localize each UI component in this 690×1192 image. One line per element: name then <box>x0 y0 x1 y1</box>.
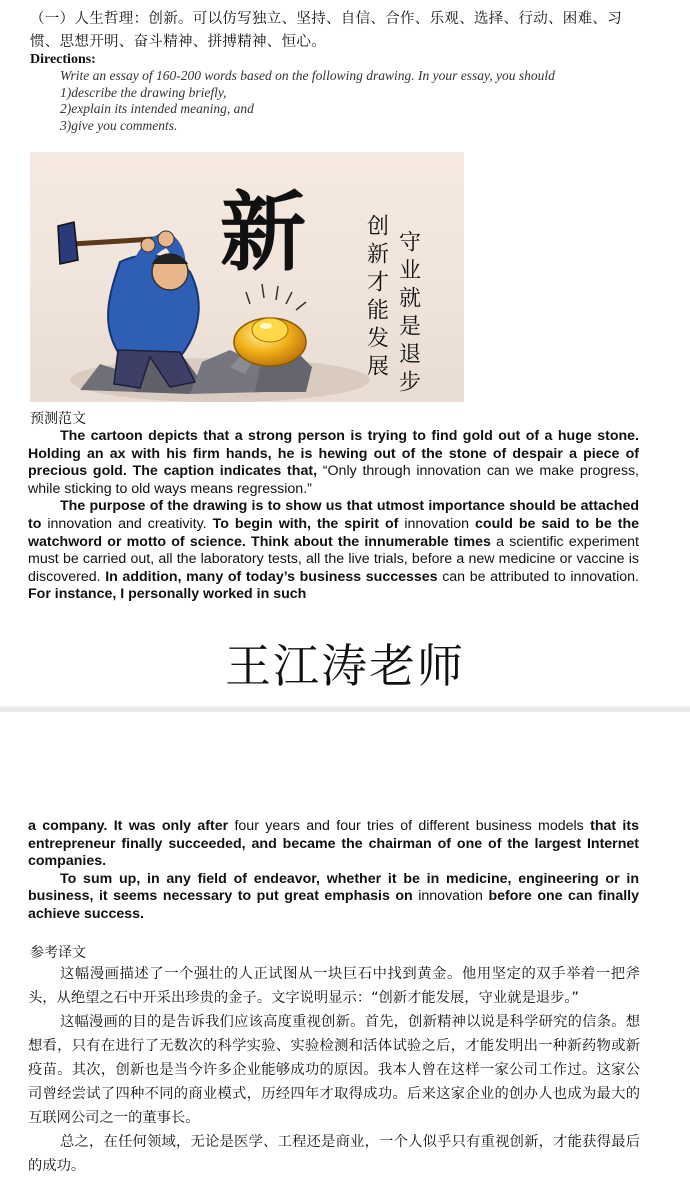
topic-heading: （一）人生哲理：创新。可以仿写独立、坚持、自信、合作、乐观、选择、行动、困难、习惯、思想开明、奋斗精神、拼搏精神、恒心。 <box>30 11 622 50</box>
essay-bold-run: To sum up, in any field of endeavor, whether it be in medicine, engineering or in business, it seems necessary to put great emphasis on <box>28 870 639 905</box>
directions-line: Write an essay of 160-200 words based on the following drawing. In your essay, you should <box>60 68 555 83</box>
translation-label: 参考译文 <box>30 945 86 961</box>
essay-text-run: “Only through innovation can we make progress, while sticking to old ways means regression.” <box>28 463 639 497</box>
essay-text-run: innovation and creativity. <box>47 515 213 532</box>
sample-essay-label: 预测范文 <box>30 411 86 427</box>
essay-bold-run: The purpose of the drawing is to show us that utmost importance should be attached to <box>28 498 639 532</box>
cartoon-big-character: 新 <box>220 182 306 283</box>
essay-text-run: four years and four tries of different business models <box>234 818 591 834</box>
essay-bold-run: a company. It was only after <box>28 818 235 834</box>
directions-line: 2)explain its intended meaning, and <box>60 101 254 116</box>
essay-bold-run: In addition, many of today’s business successes <box>105 568 443 585</box>
translation-paragraph: 这幅漫画描述了一个强壮的人正试图从一块巨石中找到黄金。他用坚定的双手举着一把斧头，从绝望之石中开采出珍贵的金子。文字说明显示：“创新才能发展，守业就是退步。” <box>28 966 640 1006</box>
essay-text-run: innovation <box>404 515 476 532</box>
cartoon-image <box>30 152 464 402</box>
directions-heading: Directions: <box>30 52 96 67</box>
essay-part-2 <box>28 818 639 924</box>
directions-line: 1)describe the drawing briefly, <box>60 84 227 100</box>
gold-ingot <box>234 318 306 366</box>
essay-paragraph <box>28 428 639 498</box>
essay-bold-run: For instance, I personally worked in such <box>28 586 307 603</box>
essay-bold-run: To begin with, the spirit of <box>212 515 405 532</box>
teacher-watermark: 王江涛老师 <box>225 639 465 693</box>
essay-part-1 <box>28 428 639 604</box>
essay-paragraph <box>28 498 639 604</box>
essay-text-run: can be attributed to innovation. <box>442 568 639 585</box>
directions-text <box>60 68 640 134</box>
essay-paragraph <box>28 871 639 924</box>
translation-text <box>28 962 640 1178</box>
essay-text-run: a scientific experiment must be carried out, all the laboratory tests, all the live trials, before a new medicine or vaccine is discovered. <box>28 533 639 585</box>
essay-bold-run: before one can finally achieve success. <box>28 888 640 922</box>
essay-bold-run: could be said to be the watchword or motto of science. Think about the innumerable times <box>28 515 640 550</box>
cartoon-caption-right: 守业就是退步 <box>395 230 421 398</box>
directions-line: 3)give you comments. <box>60 117 178 133</box>
essay-bold-run: The cartoon depicts that a strong person is trying to find gold out of a huge stone. Holding an ax with his firm hands, he is hewing out of the stone of despair a piece of precious gold. The caption indicates that, <box>28 428 639 480</box>
translation-paragraph: 总之，在任何领域，无论是医学、工程还是商业，一个人似乎只有重视创新，才能获得最后的成功。 <box>28 1134 640 1174</box>
essay-paragraph <box>28 818 639 871</box>
essay-bold-run: that its entrepreneur finally succeeded, and became the chairman of one of the largest Internet companies. <box>28 818 639 870</box>
cartoon-caption-left: 创新才能发展 <box>363 214 389 382</box>
document-page-2 <box>0 712 690 1192</box>
essay-text-run: innovation <box>418 888 489 905</box>
translation-paragraph: 这幅漫画的目的是告诉我们应该高度重视创新。首先，创新精神以说是科学研究的信条。想想看，只有在进行了无数次的科学实验、实验检测和活体试验之后，才能发明出一种新药物或新疫苗。其次，创新也是当今许多企业能够成功的原因。我本人曾在这样一家公司工作过。这家公司曾经尝试了四种不同的商业模式，历经四年才取得成功。后来这家企业的创办人也成为最大的互联网公司之一的董事长。 <box>28 1014 640 1126</box>
